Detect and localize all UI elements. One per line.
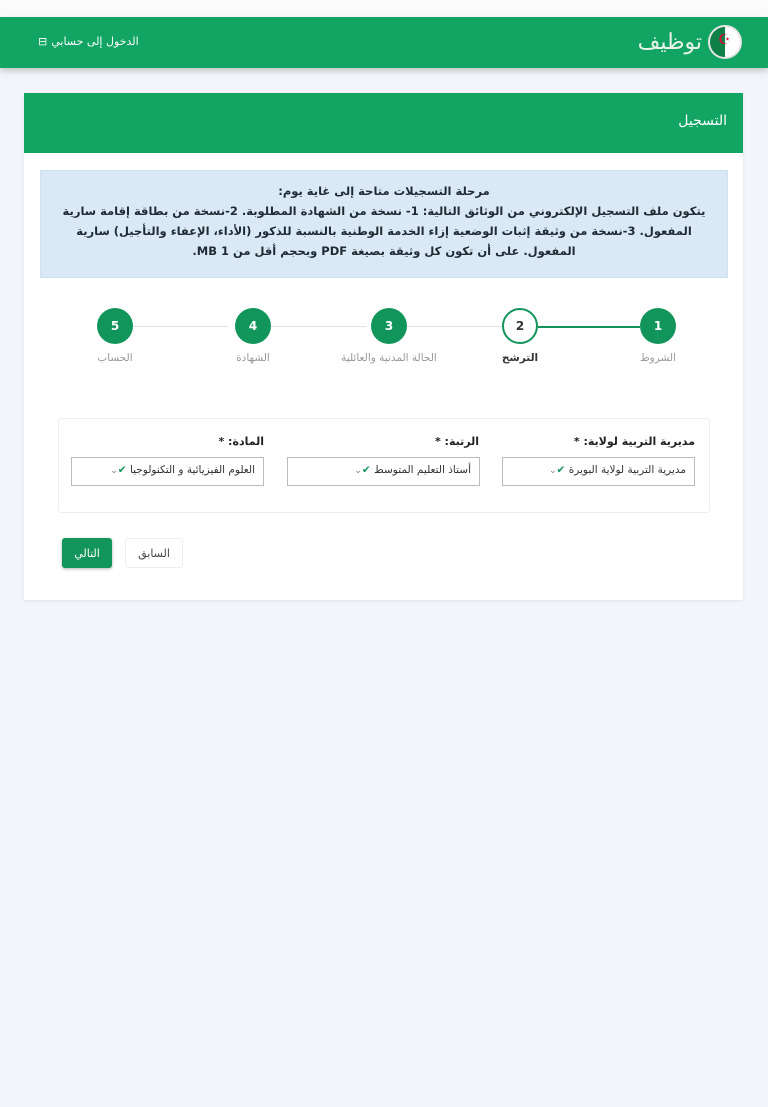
step-3[interactable]: 3	[371, 308, 407, 344]
chevron-down-icon: ⌄	[548, 466, 557, 476]
logo-text: توظيف	[637, 29, 702, 55]
login-label: الدخول إلى حسابي	[51, 35, 139, 48]
top-strip	[0, 0, 768, 17]
step-3-label: الحالة المدنية والعائلية	[341, 352, 437, 364]
info-alert	[40, 170, 728, 278]
step-connector-done	[538, 326, 640, 328]
chevron-down-icon: ⌄	[110, 466, 118, 476]
check-icon: ✔	[556, 464, 566, 476]
directorate-value: مديرية التربية لولاية البويرة	[568, 464, 686, 476]
step-connector	[407, 326, 502, 327]
card-title: التسجيل	[24, 93, 743, 153]
check-icon: ✔	[361, 464, 371, 476]
step-5-label: الحساب	[97, 352, 133, 364]
step-connector	[271, 326, 366, 327]
step-connector	[133, 326, 228, 327]
step-2-current[interactable]: 2	[502, 308, 538, 344]
registration-card	[24, 93, 743, 600]
subject-value: العلوم الفيزيائية و التكنولوجيا	[129, 464, 255, 476]
step-1-label: الشروط	[639, 352, 677, 364]
logo[interactable]	[638, 25, 742, 59]
directorate-select[interactable]	[502, 457, 695, 486]
check-icon: ✔	[117, 464, 127, 476]
algeria-flag-icon	[708, 25, 742, 59]
login-icon: ⊟	[38, 35, 48, 48]
rank-select[interactable]	[287, 457, 480, 486]
step-2-label: الترشح	[501, 352, 539, 364]
navbar	[0, 17, 768, 68]
login-link[interactable]	[38, 35, 139, 48]
subject-label: المادة: *	[218, 435, 264, 448]
step-4-label: الشهادة	[236, 352, 270, 364]
step-1[interactable]: 1	[640, 308, 676, 344]
rank-label: الرتبة: *	[434, 435, 479, 448]
alert-body: يتكون ملف التسجيل الإلكتروني من الوثائق التالية: 1- نسخة من الشهادة المطلوبة. 2-نسخة من بطاقة إقامة سارية المفعول. 3-نسخة من وثيقة إثبات الوضعية إزاء الخدمة الوطنية بالنسبة للذكور (الأداء، الإعفاء والتأجيل) سارية المفعول. على أن تكون كل وثيقة بصيغة PDF وبحجم أقل من 1 MB.	[62, 204, 706, 258]
alert-title: مرحلة التسجيلات متاحة إلى غاية يوم:	[278, 184, 490, 198]
next-button[interactable]: التالي	[62, 538, 112, 568]
candidacy-form	[58, 418, 710, 513]
step-5[interactable]: 5	[97, 308, 133, 344]
previous-button[interactable]: السابق	[125, 538, 183, 568]
step-4[interactable]: 4	[235, 308, 271, 344]
chevron-down-icon: ⌄	[354, 466, 362, 476]
subject-select[interactable]	[71, 457, 264, 486]
rank-value: أستاذ التعليم المتوسط	[374, 464, 471, 476]
directorate-label: مديرية التربية لولاية: *	[573, 435, 695, 448]
